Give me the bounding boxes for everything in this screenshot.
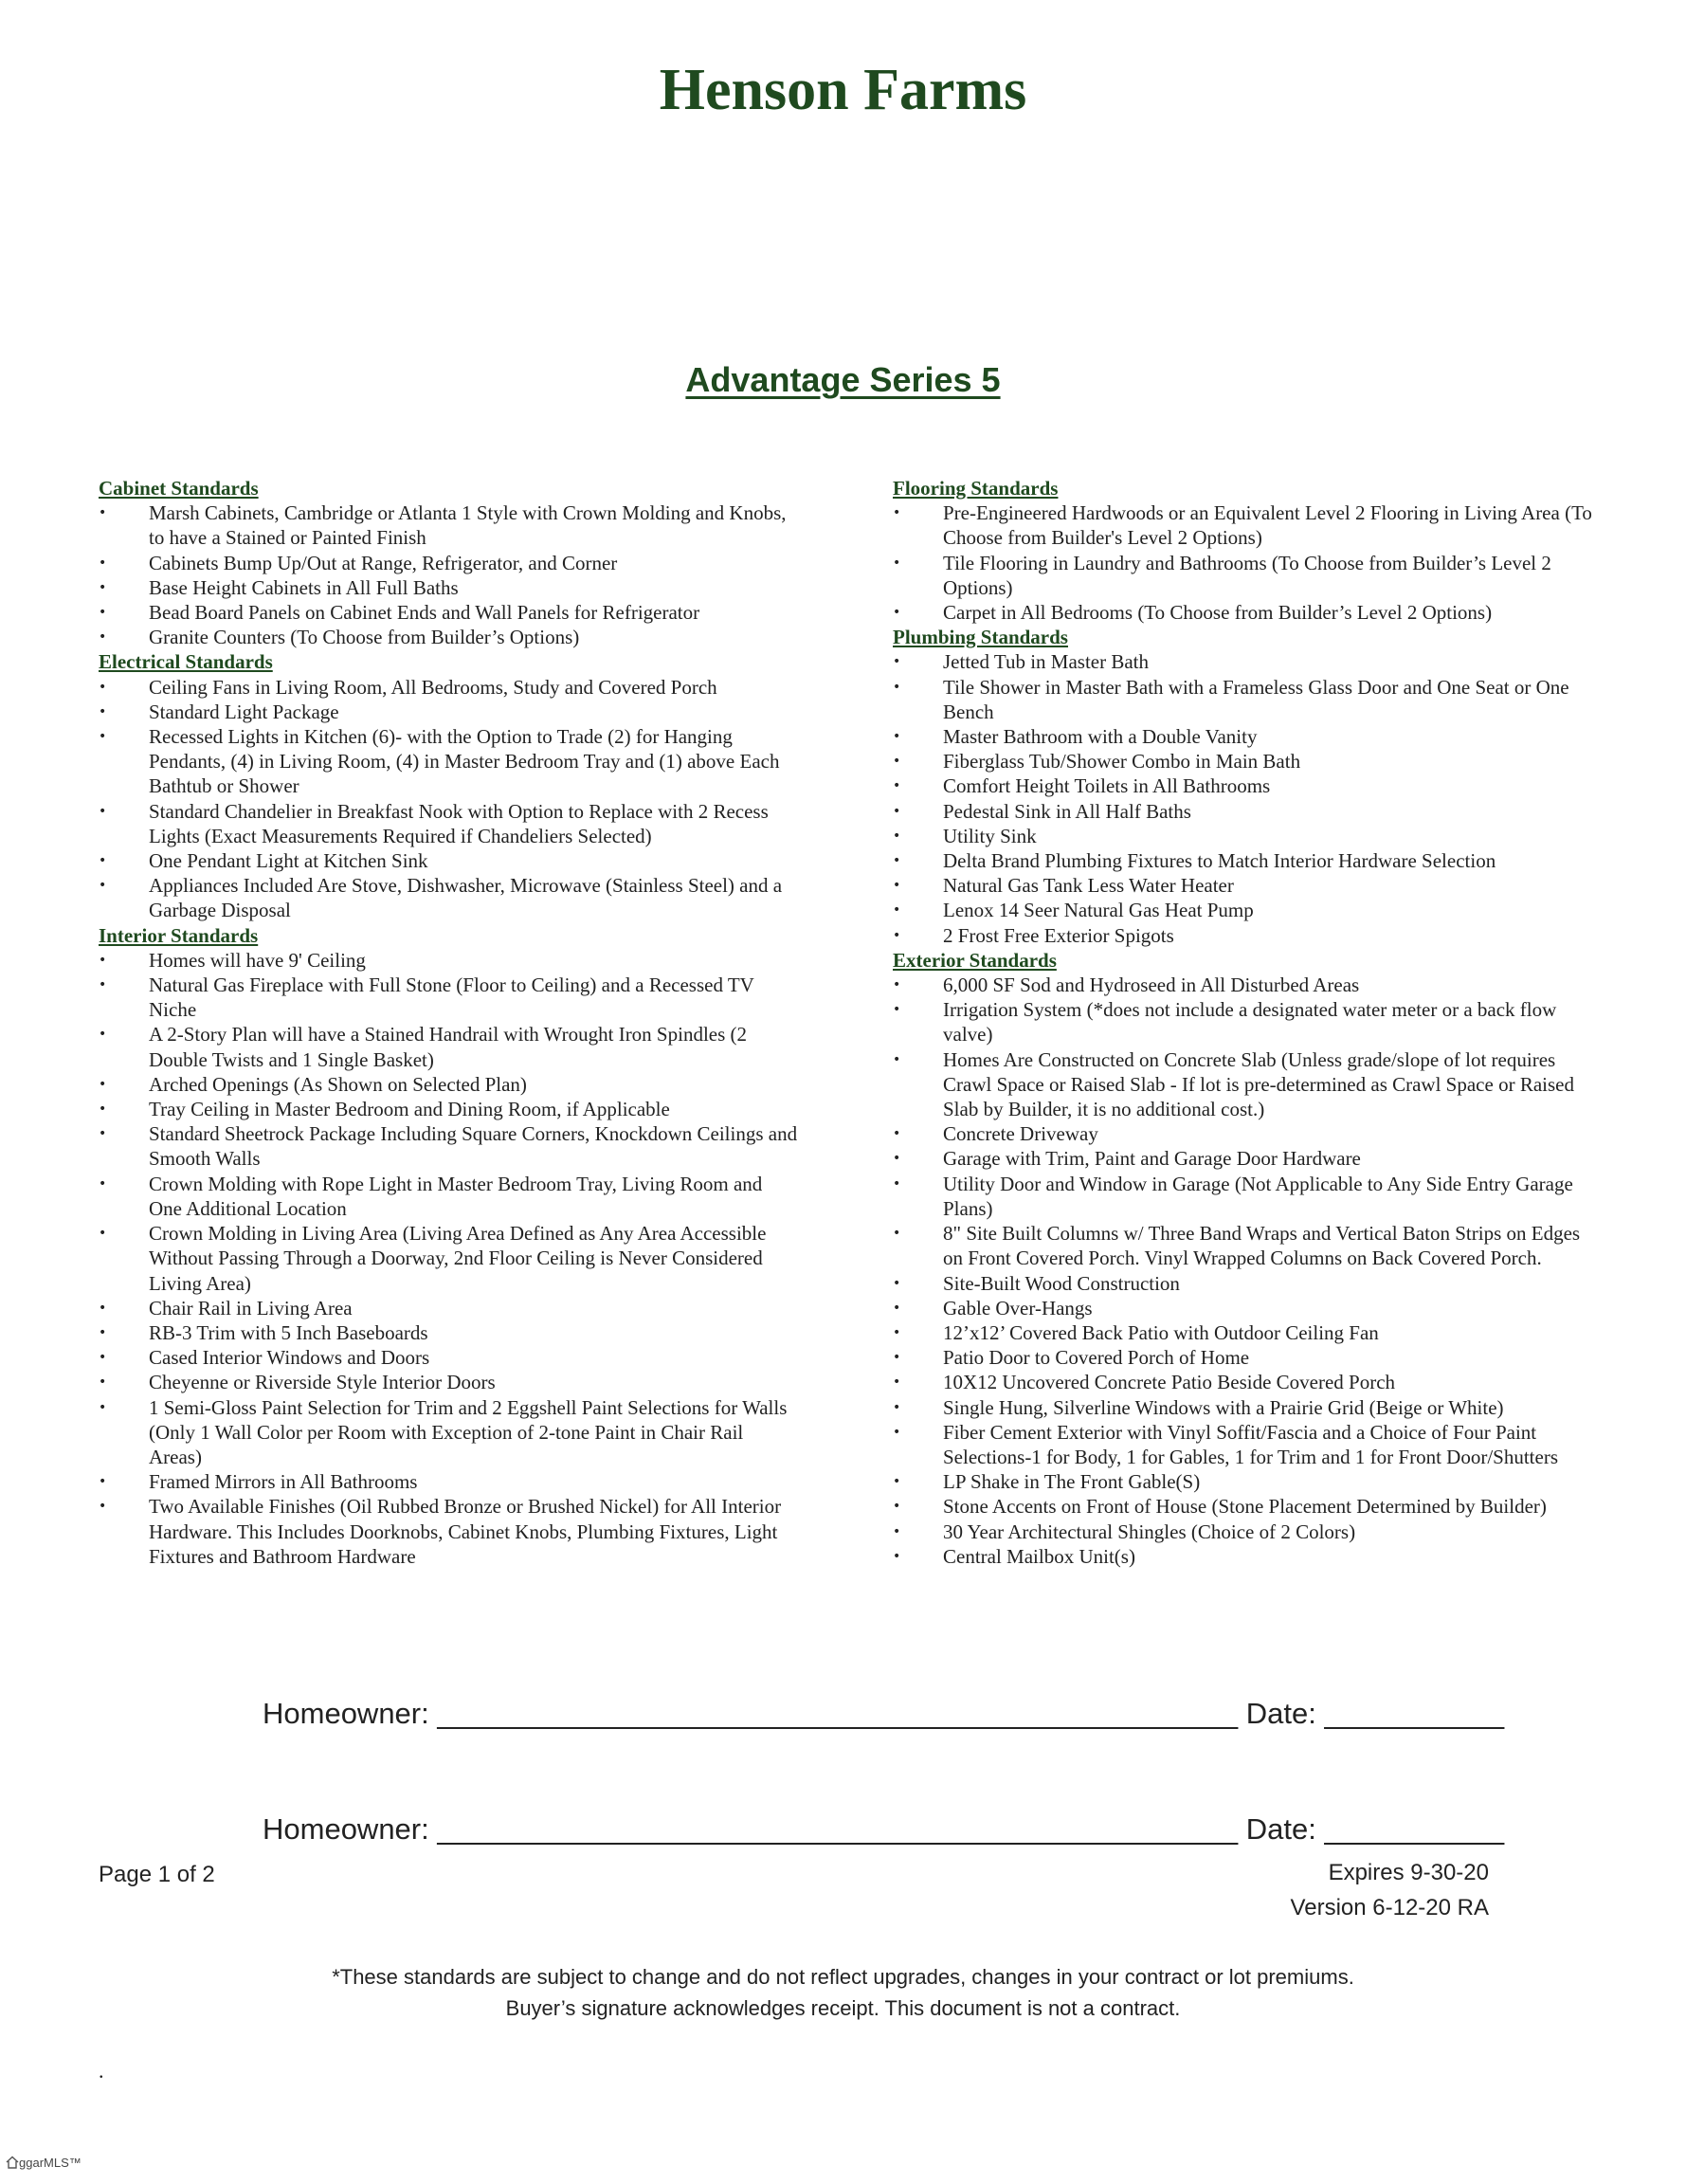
bullet-icon: • (99, 605, 107, 621)
list-item-text: 12’x12’ Covered Back Patio with Outdoor Ceiling Fan (943, 1320, 1379, 1344)
list-item-text: RB-3 Trim with 5 Inch Baseboards (149, 1320, 428, 1344)
list-item-text: Arched Openings (As Shown on Selected Plan) (149, 1072, 527, 1096)
expiration-date: Expires 9-30-20 (1328, 1860, 1489, 1885)
standards-list (99, 675, 800, 923)
list-item-text: Standard Chandelier in Breakfast Nook with Option to Replace with 2 Recess Lights (Exact Measurements Required if Chandeliers Selected) (149, 799, 769, 847)
list-item-text: Pedestal Sink in All Half Baths (943, 799, 1191, 823)
bullet-icon: • (99, 1027, 107, 1043)
bullet-icon: • (893, 803, 901, 819)
bullet-icon: • (893, 828, 901, 844)
bullet-icon: • (99, 579, 107, 595)
list-item-text: Tile Flooring in Laundry and Bathrooms (To Choose from Builder’s Level 2 Options) (943, 551, 1551, 599)
trailing-mark: . (99, 2059, 104, 2083)
mls-logo (6, 2156, 82, 2170)
list-item-text: Jetted Tub in Master Bath (943, 650, 1150, 674)
bullet-icon: • (893, 1499, 901, 1515)
section-electrical-standards (99, 649, 800, 922)
disclaimer-line-2: Buyer’s signature acknowledges receipt. This document is not a contract. (505, 1996, 1181, 2020)
list-item-text: 10X12 Uncovered Concrete Patio Beside Covered Porch (943, 1371, 1396, 1394)
list-item (99, 1370, 800, 1394)
list-item-text: 2 Frost Free Exterior Spigots (943, 923, 1174, 947)
section-interior-standards (99, 923, 800, 1569)
list-item-text: Gable Over-Hangs (943, 1296, 1093, 1320)
list-item (893, 1345, 1594, 1370)
list-item-text: Tile Shower in Master Bath with a Frameless Glass Door and One Seat or One Bench (943, 675, 1569, 723)
list-item-text: Concrete Driveway (943, 1122, 1098, 1146)
list-item (893, 1395, 1594, 1420)
bullet-icon: • (99, 1175, 107, 1192)
list-item (893, 1146, 1594, 1171)
bullet-icon: • (99, 977, 107, 993)
bullet-icon: • (99, 952, 107, 968)
list-item (893, 1544, 1594, 1569)
list-item-text: Natural Gas Tank Less Water Heater (943, 874, 1234, 898)
list-item (99, 1469, 800, 1494)
list-item (893, 551, 1594, 600)
bullet-icon: • (893, 1300, 901, 1316)
list-item (893, 898, 1594, 922)
bullet-icon: • (99, 729, 107, 745)
list-item (99, 973, 800, 1022)
list-item-text: Carpet in All Bedrooms (To Choose from Builder’s Level 2 Options) (943, 601, 1493, 625)
list-item-text: Lenox 14 Seer Natural Gas Heat Pump (943, 899, 1254, 922)
list-item (893, 749, 1594, 774)
list-item-text: Homes Are Constructed on Concrete Slab (Unless grade/slope of lot requires Crawl Space or Raised Slab - If lot is pre-determined as Crawl Space or Raised Slab by Builder, it is no additional cost.) (943, 1047, 1574, 1121)
list-item-text: A 2-Story Plan will have a Stained Handrail with Wrought Iron Spindles (2 Double Twists and 1 Single Basket) (149, 1023, 748, 1071)
bullet-icon: • (893, 1002, 901, 1018)
bullet-icon: • (893, 1126, 901, 1142)
homeowner-signature-line-1: Homeowner: _________________________________________________ Date: ___________ (263, 1697, 1505, 1730)
bullet-icon: • (99, 679, 107, 695)
bullet-icon: • (99, 853, 107, 869)
bullet-icon: • (99, 1474, 107, 1490)
list-item-text: 8" Site Built Columns w/ Three Band Wraps and Vertical Baton Strips on Edges on Front Covered Porch. Vinyl Wrapped Columns on Back Covered Porch. (943, 1222, 1581, 1270)
list-item (99, 600, 800, 625)
list-item-text: Chair Rail in Living Area (149, 1296, 353, 1320)
list-item-text: Garage with Trim, Paint and Garage Door Hardware (943, 1147, 1361, 1171)
bullet-icon: • (893, 754, 901, 770)
bullet-icon: • (99, 1300, 107, 1316)
bullet-icon: • (99, 555, 107, 571)
bullet-icon: • (99, 629, 107, 646)
list-item-text: Two Available Finishes (Oil Rubbed Bronze or Brushed Nickel) for All Interior Hardware. This Includes Doorknobs, Cabinet Knobs, Plumbing Fixtures, Light Fixtures and Bathroom Hardware (149, 1495, 782, 1568)
subtitle-text: Advantage Series 5 (685, 360, 1001, 399)
list-item (99, 1296, 800, 1320)
list-item-text: Framed Mirrors in All Bathrooms (149, 1470, 418, 1494)
list-item-text: Pre-Engineered Hardwoods or an Equivalent Level 2 Flooring in Living Area (To Choose from Builder's Level 2 Options) (943, 501, 1592, 550)
right-column (893, 476, 1594, 1569)
list-item (99, 848, 800, 873)
document-title: Henson Farms (659, 58, 1027, 122)
section-heading: Plumbing Standards (893, 626, 1068, 649)
list-item-text: Crown Molding with Rope Light in Master Bedroom Tray, Living Room and One Additional Location (149, 1172, 763, 1220)
disclaimer-line-1: *These standards are subject to change and do not reflect upgrades, changes in your contract or lot premiums. (332, 1965, 1354, 1989)
list-item-text: Standard Sheetrock Package Including Square Corners, Knockdown Ceilings and Smooth Walls (149, 1122, 798, 1171)
page-number: Page 1 of 2 (99, 1862, 215, 1887)
list-item (99, 700, 800, 724)
list-item-text: Tray Ceiling in Master Bedroom and Dining Room, if Applicable (149, 1098, 670, 1121)
list-item (893, 1320, 1594, 1345)
list-item (893, 1469, 1594, 1494)
list-item (99, 675, 800, 700)
list-item (893, 1420, 1594, 1469)
bullet-icon: • (99, 1350, 107, 1366)
bullet-icon: • (893, 1051, 901, 1067)
list-item-text: Fiberglass Tub/Shower Combo in Main Bath (943, 750, 1301, 774)
list-item (893, 973, 1594, 997)
bullet-icon: • (893, 977, 901, 993)
list-item (99, 873, 800, 922)
bullet-icon: • (99, 1324, 107, 1340)
bullet-icon: • (893, 1523, 901, 1539)
list-item (99, 1221, 800, 1296)
left-column (99, 476, 800, 1569)
list-item-text: Utility Door and Window in Garage (Not Applicable to Any Side Entry Garage Plans) (943, 1172, 1573, 1220)
section-cabinet-standards (99, 476, 800, 649)
standards-list (893, 973, 1594, 1569)
house-icon (6, 2156, 19, 2169)
list-item (893, 873, 1594, 898)
section-heading: Interior Standards (99, 923, 259, 947)
bullet-icon: • (893, 902, 901, 919)
list-item-text: Cabinets Bump Up/Out at Range, Refrigerator, and Corner (149, 551, 618, 574)
bullet-icon: • (99, 1101, 107, 1118)
list-item-text: Natural Gas Fireplace with Full Stone (Floor to Ceiling) and a Recessed TV Niche (149, 974, 754, 1022)
list-item-text: Appliances Included Are Stove, Dishwasher, Microwave (Stainless Steel) and a Garbage Disposal (149, 874, 783, 922)
bullet-icon: • (99, 505, 107, 521)
list-item (99, 625, 800, 649)
bullet-icon: • (99, 1126, 107, 1142)
list-item (893, 1370, 1594, 1394)
list-item-text: Crown Molding in Living Area (Living Area Defined as Any Area Accessible Without Passing Through a Doorway, 2nd Floor Ceiling is Never Considered Living Area) (149, 1222, 767, 1295)
list-item-text: Marsh Cabinets, Cambridge or Atlanta 1 Style with Crown Molding and Knobs, to have a Stained or Painted Finish (149, 501, 787, 550)
list-item (893, 799, 1594, 824)
list-item-text: Central Mailbox Unit(s) (943, 1544, 1135, 1568)
section-heading: Exterior Standards (893, 948, 1057, 972)
list-item (893, 1520, 1594, 1544)
list-item (99, 1345, 800, 1370)
list-item-text: 6,000 SF Sod and Hydroseed in All Disturbed Areas (943, 974, 1360, 997)
list-item (99, 575, 800, 600)
bullet-icon: • (99, 1499, 107, 1515)
list-item-text: Bead Board Panels on Cabinet Ends and Wall Panels for Refrigerator (149, 601, 700, 625)
bullet-icon: • (99, 1076, 107, 1092)
bullet-icon: • (893, 654, 901, 670)
list-item-text: Patio Door to Covered Porch of Home (943, 1346, 1250, 1370)
standards-list (99, 948, 800, 1569)
standards-list (893, 649, 1594, 947)
document-subtitle (0, 360, 1686, 400)
list-item-text: One Pendant Light at Kitchen Sink (149, 849, 428, 873)
bullet-icon: • (893, 1275, 901, 1291)
bullet-icon: • (893, 1151, 901, 1167)
list-item-text: Irrigation System (*does not include a designated water meter or a back flow valve) (943, 998, 1557, 1046)
bullet-icon: • (893, 1474, 901, 1490)
mls-logo-text: ggarMLS™ (19, 2156, 82, 2170)
list-item (893, 774, 1594, 798)
list-item (893, 824, 1594, 848)
list-item-text: Homes will have 9' Ceiling (149, 948, 366, 972)
list-item-text: Site-Built Wood Construction (943, 1271, 1180, 1295)
list-item-text: Utility Sink (943, 824, 1037, 847)
list-item-text: Fiber Cement Exterior with Vinyl Soffit/Fascia and a Choice of Four Paint Selections-1 for Body, 1 for Gables, 1 for Trim and 1 for Front Door/Shutters (943, 1420, 1558, 1468)
list-item (893, 1047, 1594, 1122)
bullet-icon: • (893, 729, 901, 745)
list-item (99, 551, 800, 575)
list-item (99, 1022, 800, 1071)
list-item-text: Single Hung, Silverline Windows with a Prairie Grid (Beige or White) (943, 1395, 1504, 1419)
list-item (893, 724, 1594, 749)
version-label: Version 6-12-20 RA (1290, 1895, 1489, 1920)
bullet-icon: • (893, 1399, 901, 1415)
list-item (893, 675, 1594, 724)
list-item-text: Granite Counters (To Choose from Builder’s Options) (149, 626, 580, 649)
bullet-icon: • (893, 1374, 901, 1391)
list-item (893, 500, 1594, 550)
bullet-icon: • (99, 703, 107, 719)
list-item-text: 30 Year Architectural Shingles (Choice of 2 Colors) (943, 1520, 1356, 1543)
list-item-text: Cheyenne or Riverside Style Interior Doors (149, 1371, 496, 1394)
list-item-text: Delta Brand Plumbing Fixtures to Match Interior Hardware Selection (943, 849, 1496, 873)
section-exterior-standards (893, 948, 1594, 1569)
bullet-icon: • (893, 605, 901, 621)
list-item-text: LP Shake in The Front Gable(S) (943, 1470, 1201, 1494)
bullet-icon: • (893, 878, 901, 894)
list-item (99, 500, 800, 550)
section-heading: Electrical Standards (99, 650, 273, 674)
bullet-icon: • (893, 778, 901, 794)
list-item (99, 1097, 800, 1121)
bullet-icon: • (893, 1175, 901, 1192)
bullet-icon: • (893, 853, 901, 869)
list-item (99, 724, 800, 799)
section-flooring-standards (893, 476, 1594, 625)
list-item (893, 923, 1594, 948)
standards-list (893, 500, 1594, 625)
bullet-icon: • (893, 1548, 901, 1564)
standards-list (99, 500, 800, 649)
homeowner-signature-line-2: Homeowner: _________________________________________________ Date: ___________ (263, 1812, 1505, 1846)
list-item (893, 600, 1594, 625)
list-item (893, 649, 1594, 674)
list-item (893, 1121, 1594, 1146)
bullet-icon: • (893, 505, 901, 521)
section-heading: Flooring Standards (893, 477, 1059, 500)
list-item-text: Cased Interior Windows and Doors (149, 1346, 430, 1370)
bullet-icon: • (99, 1226, 107, 1242)
list-item (893, 1494, 1594, 1519)
list-item-text: 1 Semi-Gloss Paint Selection for Trim and 2 Eggshell Paint Selections for Walls (Only 1 Wall Color per Room with Exception of 2-tone Paint in Chair Rail Areas) (149, 1395, 788, 1468)
bullet-icon: • (893, 1324, 901, 1340)
list-item (99, 1320, 800, 1345)
list-item (893, 1172, 1594, 1221)
list-item (99, 1172, 800, 1221)
list-item-text: Recessed Lights in Kitchen (6)- with the Option to Trade (2) for Hanging Pendants, (4) in Living Room, (4) in Master Bedroom Tray and (1) above Each Bathtub or Shower (149, 725, 780, 798)
list-item (893, 1221, 1594, 1270)
list-item-text: Master Bathroom with a Double Vanity (943, 725, 1258, 749)
list-item-text: Comfort Height Toilets in All Bathrooms (943, 774, 1271, 798)
bullet-icon: • (893, 1424, 901, 1440)
list-item-text: Stone Accents on Front of House (Stone Placement Determined by Builder) (943, 1495, 1547, 1519)
bullet-icon: • (99, 1399, 107, 1415)
list-item (893, 848, 1594, 873)
bullet-icon: • (893, 679, 901, 695)
bullet-icon: • (99, 1374, 107, 1391)
bullet-icon: • (893, 1226, 901, 1242)
list-item (99, 1121, 800, 1171)
list-item (893, 997, 1594, 1046)
list-item-text: Ceiling Fans in Living Room, All Bedrooms, Study and Covered Porch (149, 675, 717, 699)
section-heading: Cabinet Standards (99, 477, 259, 500)
list-item-text: Standard Light Package (149, 700, 339, 723)
list-item (99, 948, 800, 973)
list-item-text: Base Height Cabinets in All Full Baths (149, 575, 459, 599)
bullet-icon: • (893, 1350, 901, 1366)
section-plumbing-standards (893, 625, 1594, 948)
list-item (99, 1494, 800, 1569)
list-item (99, 1395, 800, 1470)
bullet-icon: • (893, 927, 901, 943)
list-item (893, 1271, 1594, 1296)
bullet-icon: • (893, 555, 901, 571)
bullet-icon: • (99, 803, 107, 819)
bullet-icon: • (99, 878, 107, 894)
list-item (99, 1072, 800, 1097)
list-item (893, 1296, 1594, 1320)
list-item (99, 799, 800, 848)
